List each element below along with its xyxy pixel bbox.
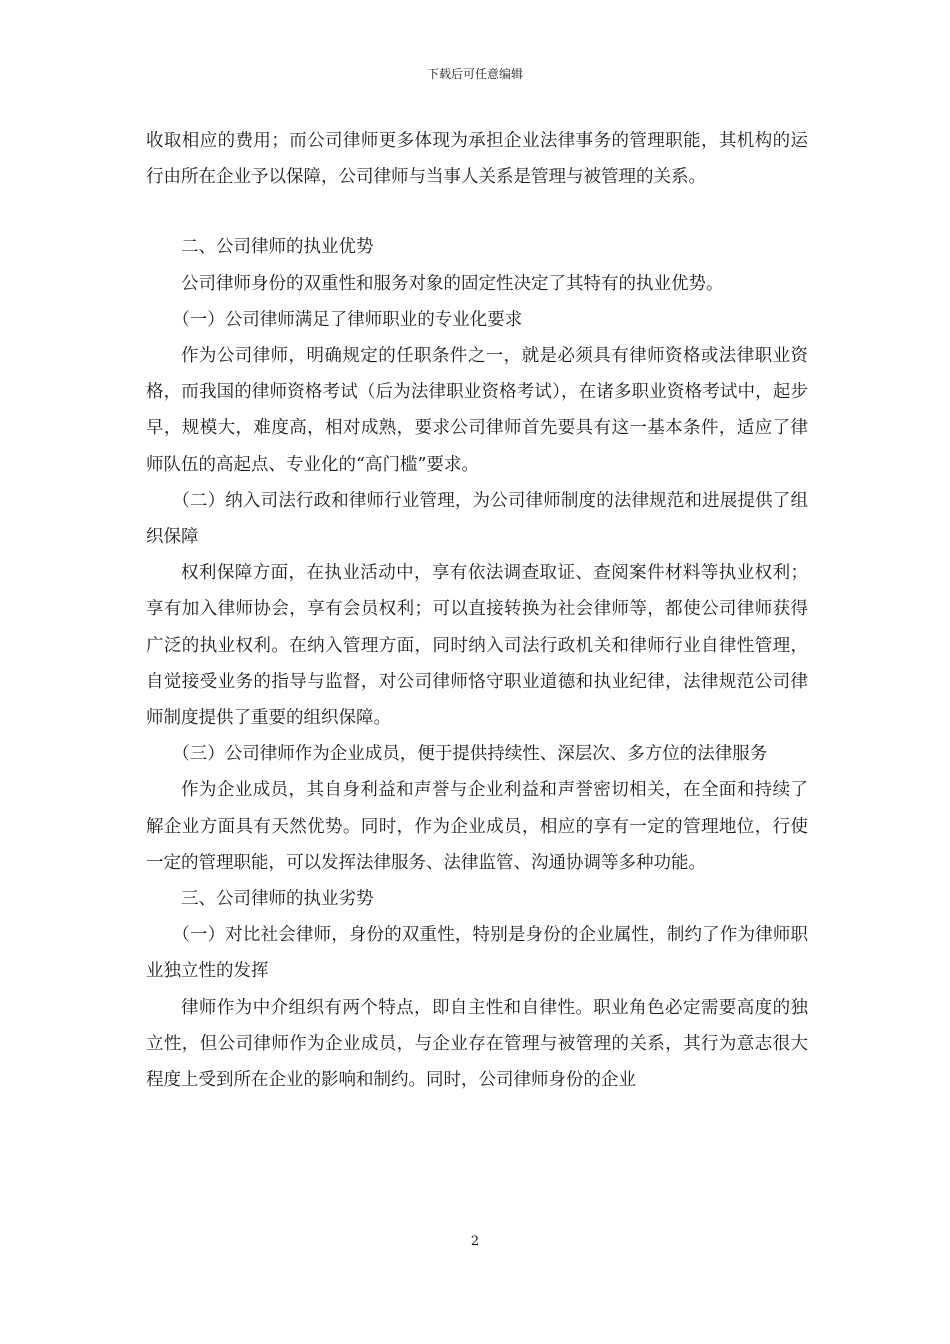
body-paragraph: 权利保障方面，在执业活动中，享有依法调查取证、查阅案件材料等执业权利；享有加入律师协会，享有会员权利；可以直接转换为社会律师等，都使公司律师获得广泛的执业权利。在纳入管理方面，同时纳入司法行政机关和律师行业自律性管理，自觉接受业务的指导与监督，对公司律师恪守职业道德和执业纪律，法律规范公司律师制度提供了重要的组织保障。 <box>146 563 808 729</box>
body-paragraph: 作为公司律师，明确规定的任职条件之一，就是必须具有律师资格或法律职业资格，而我国的律师资格考试（后为法律职业资格考试），在诸多职业资格考试中，起步早，规模大，难度高，相对成熟，要求公司律师首先要具有这一基本条件，适应了律师队伍的高起点、专业化的“高门槛”要求。 <box>146 346 808 475</box>
body-paragraph: 公司律师身份的双重性和服务对象的固定性决定了其特有的执业优势。 <box>181 273 724 294</box>
subsection-heading-1: （一）公司律师满足了律师职业的专业化要求 <box>172 309 523 330</box>
section-heading-disadvantages: 三、公司律师的执业劣势 <box>181 889 374 910</box>
body-paragraph: 作为企业成员，其自身利益和声誉与企业利益和声誉密切相关，在全面和持续了解企业方面具有天然优势。同时，作为企业成员，相应的享有一定的管理地位，行使一定的管理职能，可以发挥法律服务、法律监管、沟通协调等多种功能。 <box>146 780 808 873</box>
section-heading-advantages: 二、公司律师的执业优势 <box>181 237 374 258</box>
subsection-heading-3: （三）公司律师作为企业成员，便于提供持续性、深层次、多方位的法律服务 <box>172 744 768 765</box>
page-header-note: 下载后可任意编辑 <box>426 67 523 81</box>
body-paragraph-continuation: 收取相应的费用；而公司律师更多体现为承担企业法律事务的管理职能，其机构的运行由所在企业予以保障，公司律师与当事人关系是管理与被管理的关系。 <box>146 131 808 188</box>
page-number: 2 <box>470 1234 480 1249</box>
subsection-heading-2: （二）纳入司法行政和律师行业管理，为公司律师制度的法律规范和进展提供了组织保障 <box>146 490 808 548</box>
subsection-heading-1: （一）对比社会律师，身份的双重性，特别是身份的企业属性，制约了作为律师职业独立性的发挥 <box>146 925 808 982</box>
body-paragraph: 律师作为中介组织有两个特点，即自主性和自律性。职业角色必定需要高度的独立性，但公司律师作为企业成员，与企业存在管理与被管理的关系，其行为意志很大程度上受到所在企业的影响和制约。同时，公司律师身份的企业 <box>146 997 808 1091</box>
document-body <box>146 123 808 1098</box>
